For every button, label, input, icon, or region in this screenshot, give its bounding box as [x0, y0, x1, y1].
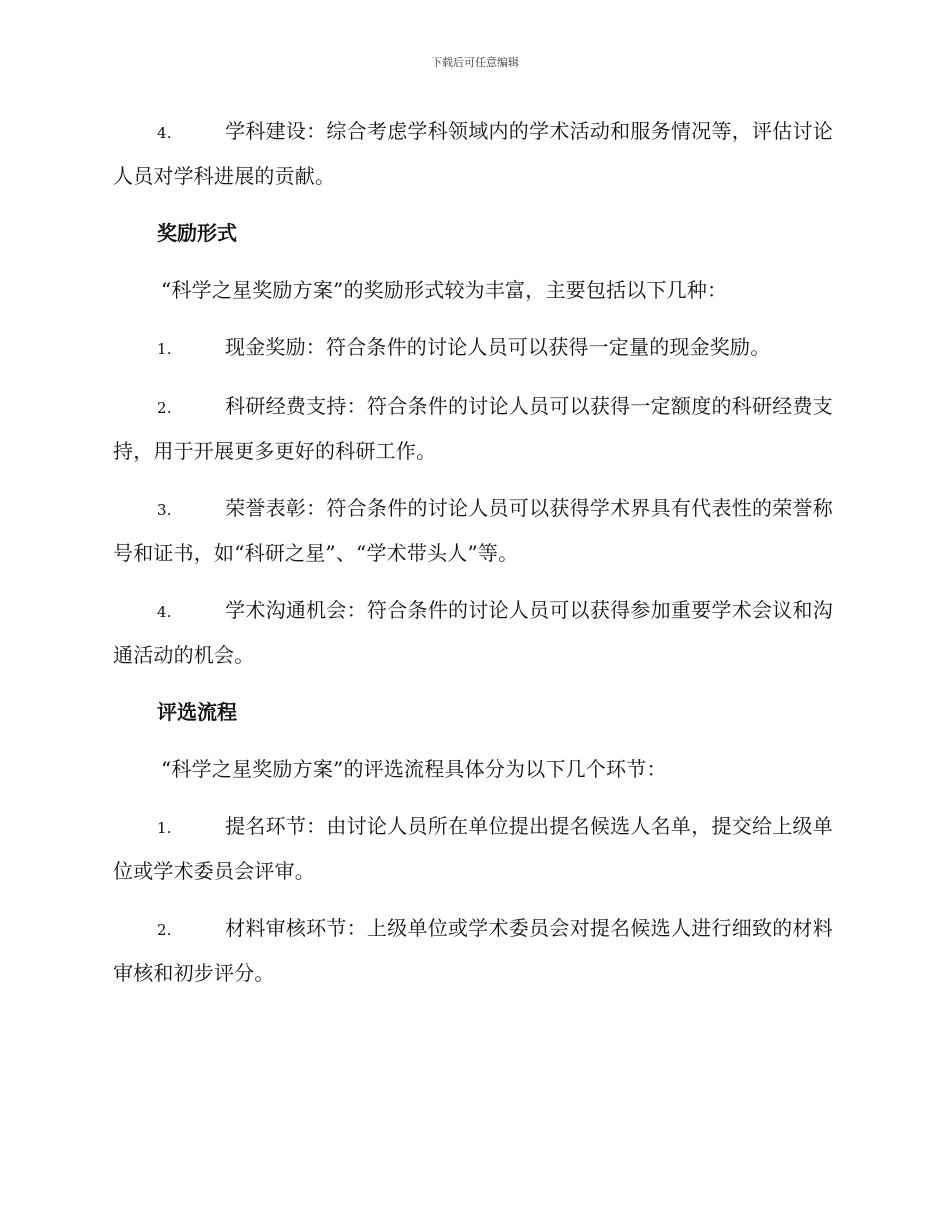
list-item-material-review: [113, 907, 833, 995]
list-item-honor-recognition: [113, 487, 833, 575]
list-item-nomination: [113, 805, 833, 893]
list-number: 1.: [157, 819, 172, 837]
list-number: 4.: [157, 124, 172, 142]
section-heading-reward-forms: 奖励形式: [157, 221, 237, 245]
list-item-text: 材料审核环节：上级单位或学术委员会对提名候选人进行细致的材料审核和初步评分。: [113, 916, 833, 985]
section-heading-selection-process: 评选流程: [157, 700, 237, 724]
list-item-text: 学术沟通机会：符合条件的讨论人员可以获得参加重要学术会议和沟通活动的机会。: [113, 598, 833, 667]
list-item-text: 科研经费支持：符合条件的讨论人员可以获得一定额度的科研经费支持，用于开展更多更好的科研工作。: [113, 394, 833, 463]
list-number: 3.: [157, 501, 172, 519]
list-number: 2.: [157, 921, 172, 939]
list-item-text: 现金奖励：符合条件的讨论人员可以获得一定量的现金奖励。: [225, 335, 771, 359]
list-number: 2.: [157, 399, 172, 417]
section-intro-reward-forms: “科学之星奖励方案”的奖励形式较为丰富，主要包括以下几种：: [161, 278, 728, 302]
section-intro-selection-process: “科学之星奖励方案”的评选流程具体分为以下几个环节：: [161, 757, 667, 781]
list-item-academic-exchange: [113, 589, 833, 677]
list-number: 1.: [157, 340, 172, 358]
list-item-text: 学科建设：综合考虑学科领域内的学术活动和服务情况等，评估讨论人员对学科进展的贡献。: [113, 119, 833, 188]
header-note: 下载后可任意编辑: [431, 56, 519, 69]
list-item-text: 荣誉表彰：符合条件的讨论人员可以获得学术界具有代表性的荣誉称号和证书，如“科研之星”、“学术带头人”等。: [113, 496, 833, 565]
list-item-subject-building: [113, 110, 833, 198]
list-item-research-funding: [113, 385, 833, 473]
list-item-text: 提名环节：由讨论人员所在单位提出提名候选人名单，提交给上级单位或学术委员会评审。: [113, 814, 833, 883]
list-item-cash-reward: [113, 326, 833, 371]
document-body: [113, 110, 833, 1009]
list-number: 4.: [157, 603, 172, 621]
